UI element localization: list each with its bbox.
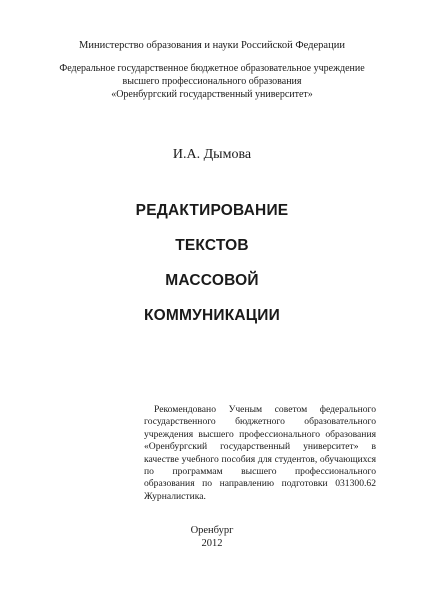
ministry-heading: Министерство образования и науки Российской Федерации	[79, 40, 345, 51]
title-line: ТЕКСТОВ	[175, 237, 249, 254]
institution-line: высшего профессионального образования	[122, 76, 302, 87]
institution-line: Федеральное государственное бюджетное образовательное учреждение	[59, 63, 365, 74]
publication-year: 2012	[201, 538, 223, 549]
title-line: КОММУНИКАЦИИ	[144, 307, 280, 324]
recommendation-text: Рекомендовано Ученым советом федерального государственного бюджетного образовательного учреждения высшего профессионального образования «Оренбургский государственный университет» в качестве учебного пособия для студентов, обучающихся по программам высшего профессионального образования по направлению подготовки 031300.62 Журналистика.	[144, 404, 376, 502]
publication-city: Оренбург	[190, 525, 234, 536]
book-title	[0, 202, 424, 342]
author-name: И.А. Дымова	[172, 147, 252, 162]
title-line: МАССОВОЙ	[165, 272, 259, 289]
institution-block	[0, 62, 424, 101]
title-line: РЕДАКТИРОВАНИЕ	[135, 202, 289, 219]
institution-line: «Оренбургский государственный университет»	[111, 89, 313, 100]
